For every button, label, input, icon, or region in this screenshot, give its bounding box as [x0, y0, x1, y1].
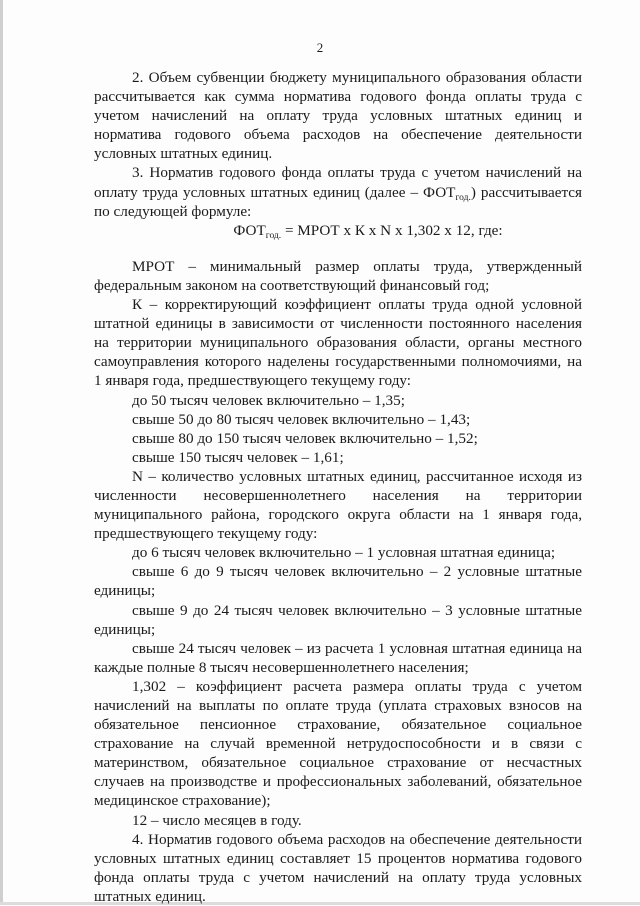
paragraph-4: 4. Норматив годового объема расходов на обеспечение деятельности условных штатных единиц составляет 15 процентов норматива годового фонда оплаты труда с учетом начислений на оплату труда условных штатных единиц.: [94, 830, 582, 905]
n-item-3: свыше 9 до 24 тысяч человек включительно – 3 условные штатные единицы;: [94, 601, 582, 638]
n-item-4: свыше 24 тысяч человек – из расчета 1 условная штатная единица на каждые полные 8 тысяч несовершеннолетнего населения;: [94, 639, 582, 676]
scan-left-edge: [0, 0, 3, 905]
formula-lhs: ФОТ: [233, 221, 266, 239]
definition-n: N – количество условных штатных единиц, рассчитанное исходя из численности несовершеннолетнего населения на территории муниципального района, городского округа области на 1 января года, предшествующего текущему году:: [94, 467, 582, 543]
definition-months: 12 – число месяцев в году.: [132, 811, 302, 829]
definition-k: К – корректирующий коэффициент оплаты труда одной условной штатной единицы в зависимости от численности постоянного населения на территории муниципального образования области, органы местного самоуправления которого наделены государственными полномочиями, на 1 января года, предшествующего текущему году:: [94, 296, 582, 390]
n-item-1: до 6 тысяч человек включительно – 1 условная штатная единица;: [132, 544, 556, 562]
k-item-2: свыше 50 до 80 тысяч человек включительно – 1,43;: [132, 410, 471, 428]
paragraph-3-subscript: год.: [455, 192, 471, 203]
spacer: [94, 240, 582, 257]
n-item-2: свыше 6 до 9 тысяч человек включительно – 2 условные штатные единицы;: [94, 563, 582, 600]
page-number: 2: [316, 40, 324, 55]
paragraph-2: 2. Объем субвенции бюджету муниципального образования области рассчитывается как сумма норматива годового фонда оплаты труда с учетом начислений на оплату труда условных штатных единиц и норматива годового объема расходов на обеспечение деятельности условных штатных единиц.: [94, 69, 582, 163]
k-item-4: свыше 150 тысяч человек – 1,61;: [132, 448, 344, 466]
formula-rhs: = МРОТ х К х N х 1,302 х 12, где:: [281, 221, 503, 239]
definition-mrot: МРОТ – минимальный размер оплаты труда, утвержденный федеральным законом на соответствующий финансовый год;: [94, 257, 582, 294]
k-item-1: до 50 тысяч человек включительно – 1,35;: [132, 391, 405, 409]
document-body: [94, 68, 582, 906]
paragraph-3-text-b: ) рассчитывается по следующей формуле:: [94, 183, 582, 220]
paragraph-3: [94, 163, 582, 220]
definition-coefficient: 1,302 – коэффициент расчета размера оплаты труда с учетом начислений на выплаты по оплате труда (уплата страховых взносов на обязательное пенсионное страхование, обязательное социальное страхование на случай временной нетрудоспособности и в связи с материнством, обязательное социальное страхование от несчастных случаев на производстве и профессиональных заболеваний, обязательное медицинское страхование);: [94, 677, 582, 810]
formula: [94, 221, 582, 240]
paragraph-3-text-a: 3. Норматив годового фонда оплаты труда с учетом начислений на оплату труда условных штатных единиц (далее – ФОТ: [94, 164, 582, 201]
k-item-3: свыше 80 до 150 тысяч человек включительно – 1,52;: [132, 429, 478, 447]
formula-subscript: год.: [265, 230, 282, 241]
